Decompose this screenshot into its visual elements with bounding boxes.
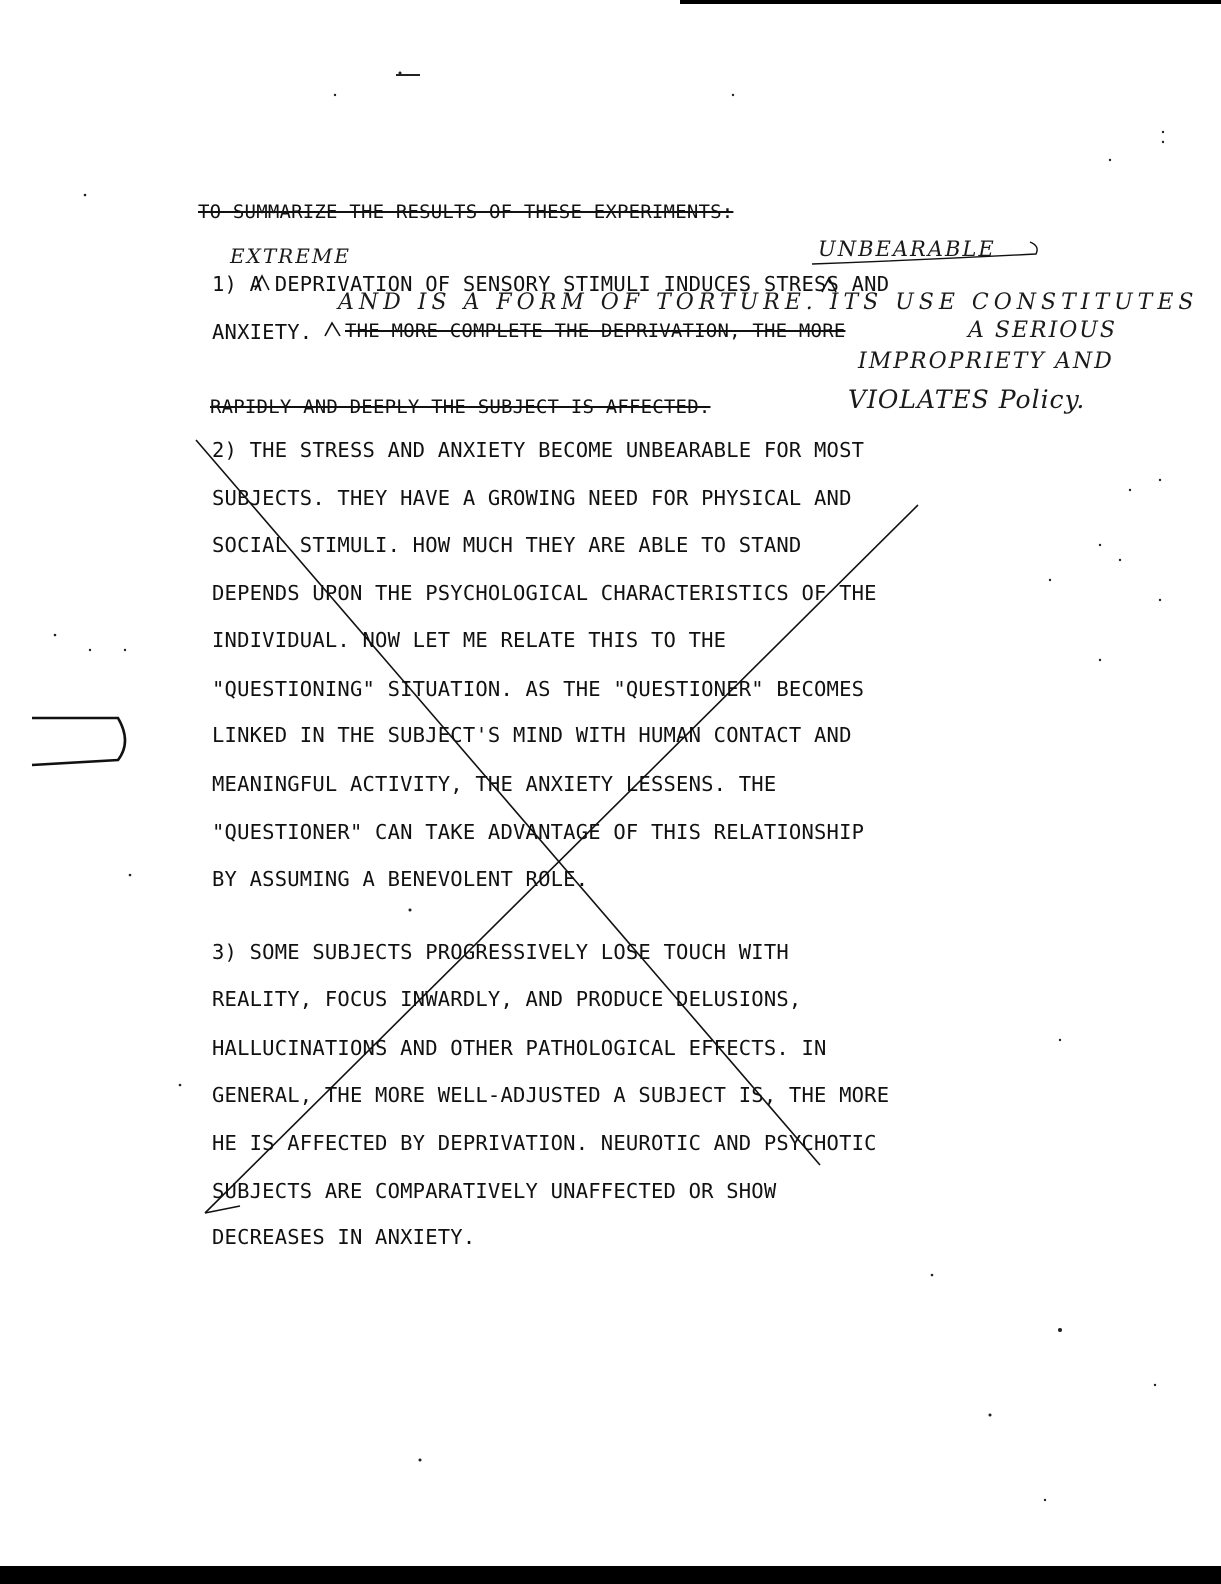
para2-line: LINKED IN THE SUBJECT'S MIND WITH HUMAN CONTACT AND (212, 723, 852, 747)
para2-line: MEANINGFUL ACTIVITY, THE ANXIETY LESSENS. THE (212, 772, 777, 796)
para2-line: "QUESTIONER" CAN TAKE ADVANTAGE OF THIS RELATIONSHIP (212, 820, 865, 844)
para3-line: 3) SOME SUBJECTS PROGRESSIVELY LOSE TOUCH WITH (212, 940, 789, 964)
para3-line: REALITY, FOCUS INWARDLY, AND PRODUCE DELUSIONS, (212, 987, 802, 1011)
binder-ring-mark (32, 718, 125, 765)
para1-line3-struck: RAPIDLY AND DEEPLY THE SUBJECT IS AFFECTED. (210, 396, 711, 418)
para2-line: SOCIAL STIMULI. HOW MUCH THEY ARE ABLE TO STAND (212, 533, 802, 557)
handwritten-unbearable: UNBEARABLE (818, 237, 996, 261)
para2-line: DEPENDS UPON THE PSYCHOLOGICAL CHARACTERISTICS OF THE (212, 581, 877, 605)
para2-line: SUBJECTS. THEY HAVE A GROWING NEED FOR PHYSICAL AND (212, 486, 852, 510)
para2-line: "QUESTIONING" SITUATION. AS THE "QUESTIONER" BECOMES (212, 677, 865, 701)
handwritten-serious: A SERIOUS (968, 318, 1117, 343)
handwritten-violates: VIOLATES Policy. (848, 385, 1086, 414)
para1-line1: 1) A DEPRIVATION OF SENSORY STIMULI INDUCES STRESS AND (212, 272, 890, 296)
insertion-carets (255, 276, 836, 336)
scan-edge-bottom (0, 1566, 1221, 1584)
para1-line2-kept: ANXIETY. (212, 320, 313, 344)
summary-heading: TO SUMMARIZE THE RESULTS OF THESE EXPERIMENTS: (198, 201, 734, 223)
para1-line2-struck: THE MORE COMPLETE THE DEPRIVATION, THE MORE (345, 320, 846, 342)
para3-line: DECREASES IN ANXIETY. (212, 1225, 476, 1249)
para3-line: HE IS AFFECTED BY DEPRIVATION. NEUROTIC AND PSYCHOTIC (212, 1131, 877, 1155)
para2-line: BY ASSUMING A BENEVOLENT ROLE. (212, 867, 589, 891)
para3-line: GENERAL, THE MORE WELL-ADJUSTED A SUBJECT IS, THE MORE (212, 1083, 890, 1107)
para3-line: SUBJECTS ARE COMPARATIVELY UNAFFECTED OR SHOW (212, 1179, 777, 1203)
handwritten-extreme: EXTREME (230, 244, 351, 268)
para3-line: HALLUCINATIONS AND OTHER PATHOLOGICAL EFFECTS. IN (212, 1036, 827, 1060)
handwritten-insert-line: AND IS A FORM OF TORTURE. ITS USE CONSTITUTES (338, 290, 1199, 315)
handwritten-impropriety: IMPROPRIETY AND (858, 349, 1114, 374)
para2-line: INDIVIDUAL. NOW LET ME RELATE THIS TO THE (212, 628, 727, 652)
para2-line: 2) THE STRESS AND ANXIETY BECOME UNBEARABLE FOR MOST (212, 438, 865, 462)
large-cross-out-x (196, 440, 918, 1213)
scan-specks (54, 72, 1165, 1502)
unbearable-underline (812, 242, 1037, 264)
